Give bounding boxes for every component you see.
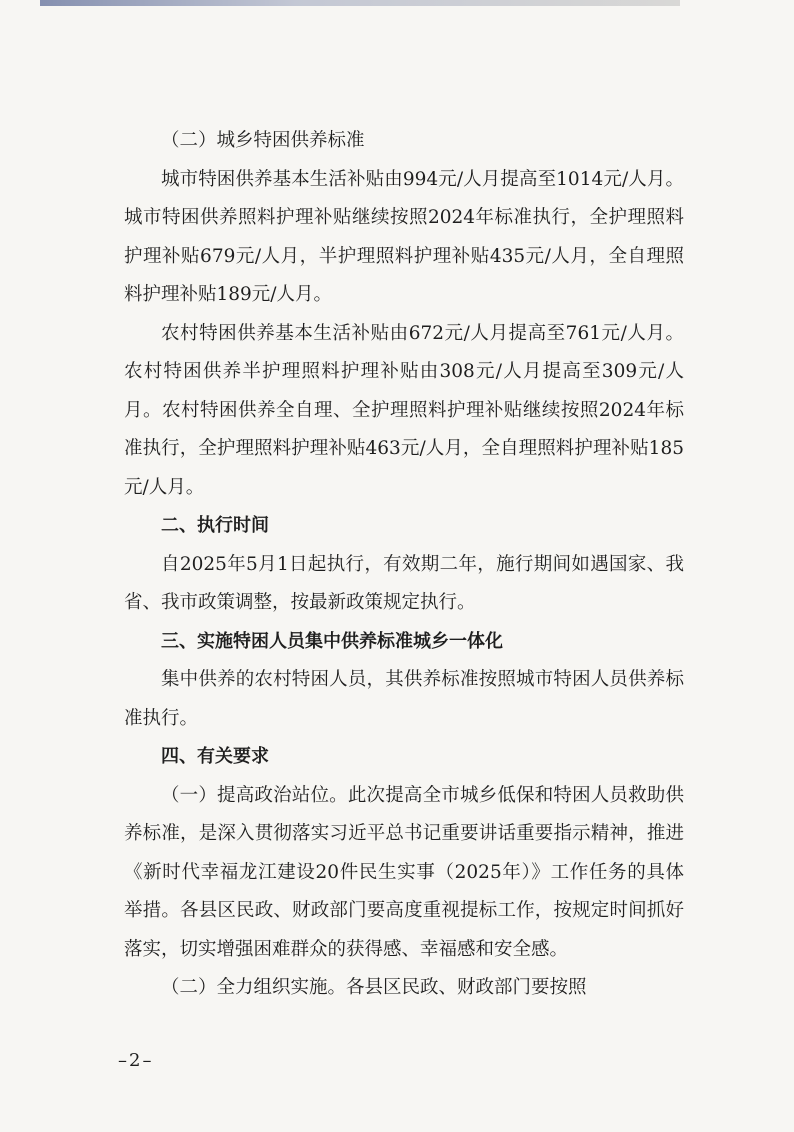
paragraph-requirement-2: （二）全力组织实施。各县区民政、财政部门要按照 bbox=[161, 977, 587, 998]
section-heading-execution-time: 二、执行时间 bbox=[161, 515, 269, 536]
paragraph-urban-standard: 城市特困供养基本生活补贴由994元/人月提高至1014元/人月。城市特困供养照料护理补贴继续按照2024年标准执行，全护理照料护理补贴679元/人月，半护理照料护理补贴435元/人月，全自理照料护理补贴189元/人月。 bbox=[124, 168, 684, 305]
document-body bbox=[124, 122, 684, 1008]
paragraph-rural-standard: 农村特困供养基本生活补贴由672元/人月提高至761元/人月。农村特困供养半护理照料护理补贴由308元/人月提高至309元/人月。农村特困供养全自理、全护理照料护理补贴继续按照2024年标准执行，全护理照料护理补贴463元/人月，全自理照料护理补贴185元/人月。 bbox=[124, 322, 684, 498]
section-heading-requirements: 四、有关要求 bbox=[161, 746, 269, 767]
scan-edge-mark bbox=[40, 0, 680, 6]
subsection-heading-urban-rural: （二）城乡特困供养标准 bbox=[161, 130, 365, 151]
paragraph-execution-time: 自2025年5月1日起执行，有效期二年，施行期间如遇国家、我省、我市政策调整，按最新政策规定执行。 bbox=[124, 553, 684, 613]
section-heading-integration: 三、实施特困人员集中供养标准城乡一体化 bbox=[161, 630, 503, 652]
page-number: –2– bbox=[118, 1050, 154, 1071]
paragraph-requirement-1: （一）提高政治站位。此次提高全市城乡低保和特困人员救助供养标准，是深入贯彻落实习近平总书记重要讲话重要指示精神，推进《新时代幸福龙江建设20件民生实事（2025年）》工作任务的具体举措。各县区民政、财政部门要高度重视提标工作，按规定时间抓好落实，切实增强困难群众的获得感、幸福感和安全感。 bbox=[124, 784, 684, 960]
paragraph-centralized-support: 集中供养的农村特困人员，其供养标准按照城市特困人员供养标准执行。 bbox=[124, 669, 684, 729]
